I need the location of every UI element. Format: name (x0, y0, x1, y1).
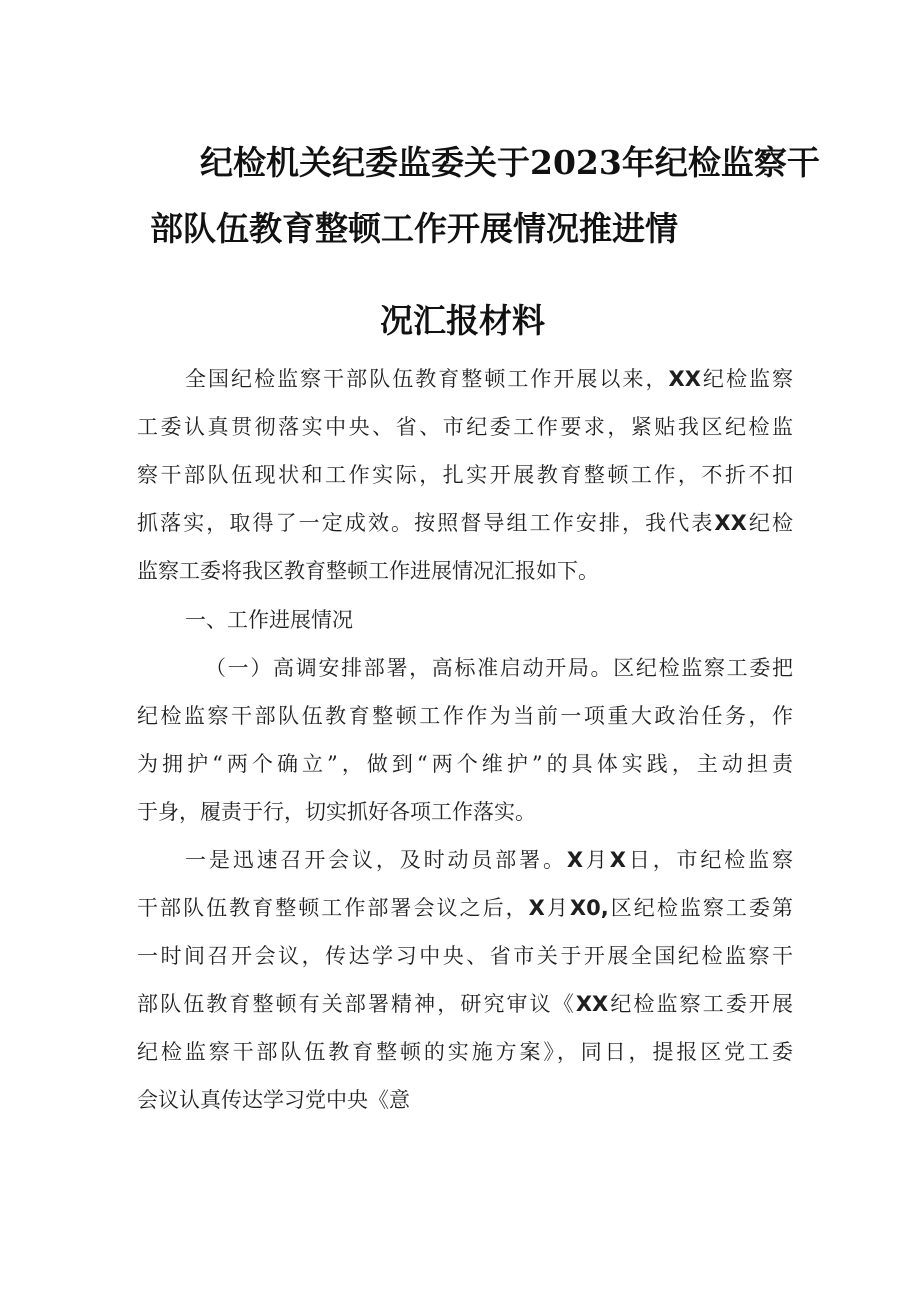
intro-line-1: 全国纪检监察干部队伍教育整顿工作开展以来，XX纪检监察 (185, 367, 794, 391)
meeting-line-5: 纪检监察干部队伍教育整顿的实施方案》，同日，提报区党工委 (137, 1040, 793, 1064)
meeting-line-6: 会议认真传达学习党中央《意 (137, 1088, 410, 1112)
intro-line-4: 抓落实，取得了一定成效。按照督导组工作安排，我代表XX纪检 (137, 511, 794, 535)
title-line-2: 部队伍教育整顿工作开展情况推进情 (150, 209, 678, 248)
intro-line-3: 察干部队伍现状和工作实际，扎实开展教育整顿工作，不折不扣 (137, 463, 793, 487)
intro-line-2: 工委认真贯彻落实中央、省、市纪委工作要求，紧贴我区纪检监 (137, 415, 793, 439)
title-line-3: 况汇报材料 (380, 301, 545, 340)
sub1-line-2: 纪检监察干部队伍教育整顿工作作为当前一项重大政治任务，作 (137, 704, 793, 728)
meeting-line-2: 干部队伍教育整顿工作部署会议之后，X月X0,区纪检监察工委第 (137, 896, 794, 920)
paragraph-intro (137, 355, 793, 595)
sub1-line-1: （一）高调安排部署，高标准启动开局。区纪检监察工委把 (205, 656, 793, 680)
paragraph-subsection-1 (137, 644, 793, 836)
section-heading-text: 一、工作进展情况 (185, 608, 353, 632)
paragraph-meeting (137, 836, 793, 1124)
title-line-1: 纪检机关纪委监委关于2023年纪检监察干 (200, 143, 820, 182)
meeting-line-3: 一时间召开会议，传达学习中央、省市关于开展全国纪检监察干 (137, 944, 793, 968)
meeting-line-4: 部队伍教育整顿有关部署精神，研究审议《XX纪检监察工委开展 (137, 992, 794, 1016)
sub1-line-4: 于身，履责于行，切实抓好各项工作落实。 (137, 800, 536, 824)
section-heading (137, 596, 793, 644)
intro-line-5: 监察工委将我区教育整顿工作进展情况汇报如下。 (137, 559, 599, 583)
sub1-line-3: 为拥护“两个确立”，做到“两个维护”的具体实践，主动担责 (137, 752, 793, 776)
meeting-line-1: 一是迅速召开会议，及时动员部署。X月X日，市纪检监察 (185, 848, 794, 872)
